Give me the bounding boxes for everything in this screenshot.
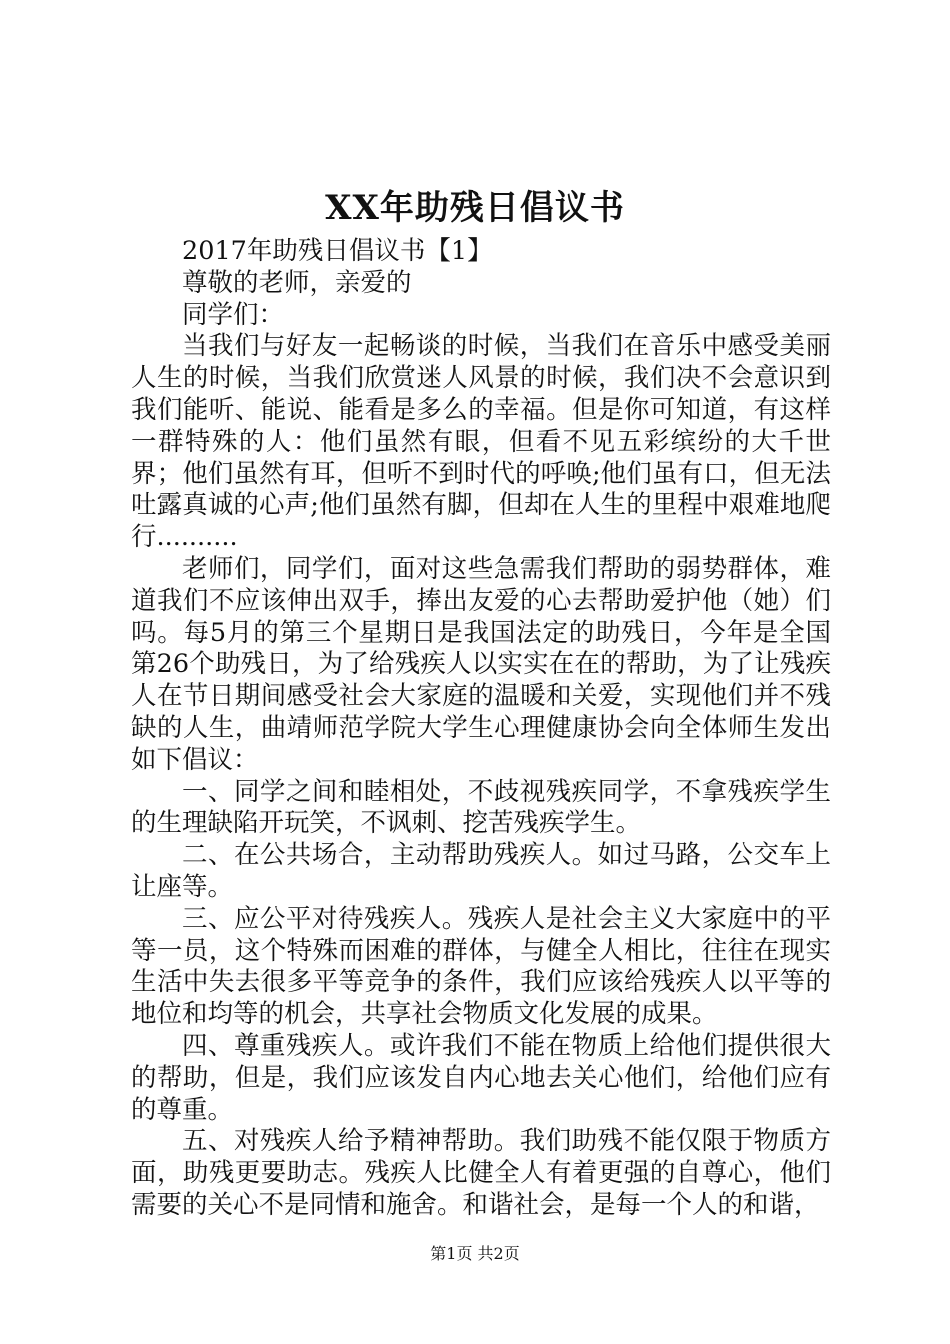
paragraph-item-2: 二、在公共场合，主动帮助残疾人。如过马路，公交车上让座等。 xyxy=(131,840,831,902)
paragraph-salutation: 尊敬的老师，亲爱的 xyxy=(182,267,412,298)
paragraph-salutation-cont: 同学们： xyxy=(182,299,285,330)
paragraph-item-4: 四、尊重残疾人。或许我们不能在物质上给他们提供很大的帮助，但是，我们应该发自内心地去关心他们，给他们应有的尊重。 xyxy=(131,1030,831,1125)
paragraph-item-1: 一、同学之间和睦相处，不歧视残疾同学，不拿残疾学生的生理缺陷开玩笑，不讽刺、挖苦残疾学生。 xyxy=(131,776,831,839)
paragraph-item-3: 三、应公平对待残疾人。残疾人是社会主义大家庭中的平等一员，这个特殊而困难的群体，与健全人相比，往往在现实生活中失去很多平等竞争的条件，我们应该给残疾人以平等的地位和均等的机会，共享社会物质文化发展的成果。 xyxy=(131,903,831,1030)
paragraph-intro: 当我们与好友一起畅谈的时候，当我们在音乐中感受美丽人生的时候，当我们欣赏迷人风景的时候，我们决不会意识到我们能听、能说、能看是多么的幸福。但是你可知道，有这样一群特殊的人：他们虽然有眼，但看不见五彩缤纷的大千世界；他们虽然有耳，但听不到时代的呼唤;他们虽有口，但无法吐露真诚的心声;他们虽然有脚，但却在人生的里程中艰难地爬行.......... xyxy=(131,331,831,553)
paragraph-item-5: 五、对残疾人给予精神帮助。我们助残不能仅限于物质方面，助残更要助志。残疾人比健全人有着更强的自尊心，他们需要的关心不是同情和施舍。和谐社会，是每一个人的和谐， xyxy=(131,1126,831,1220)
page-number-footer: 第1页 共2页 xyxy=(430,1244,520,1263)
document-body xyxy=(131,236,831,1222)
paragraph-appeal: 老师们，同学们，面对这些急需我们帮助的弱势群体，难道我们不应该伸出双手，捧出友爱的心去帮助爱护他（她）们吗。每5月的第三个星期日是我国法定的助残日，今年是全国第26个助残日，为了给残疾人以实实在在的帮助，为了让残疾人在节日期间感受社会大家庭的温暖和关爱，实现他们并不残缺的人生，曲靖师范学院大学生心理健康协会向全体师生发出如下倡议： xyxy=(131,553,831,775)
paragraph-subtitle: 2017年助残日倡议书【1】 xyxy=(182,236,493,266)
document-title: XX年助残日倡议书 xyxy=(325,188,625,228)
